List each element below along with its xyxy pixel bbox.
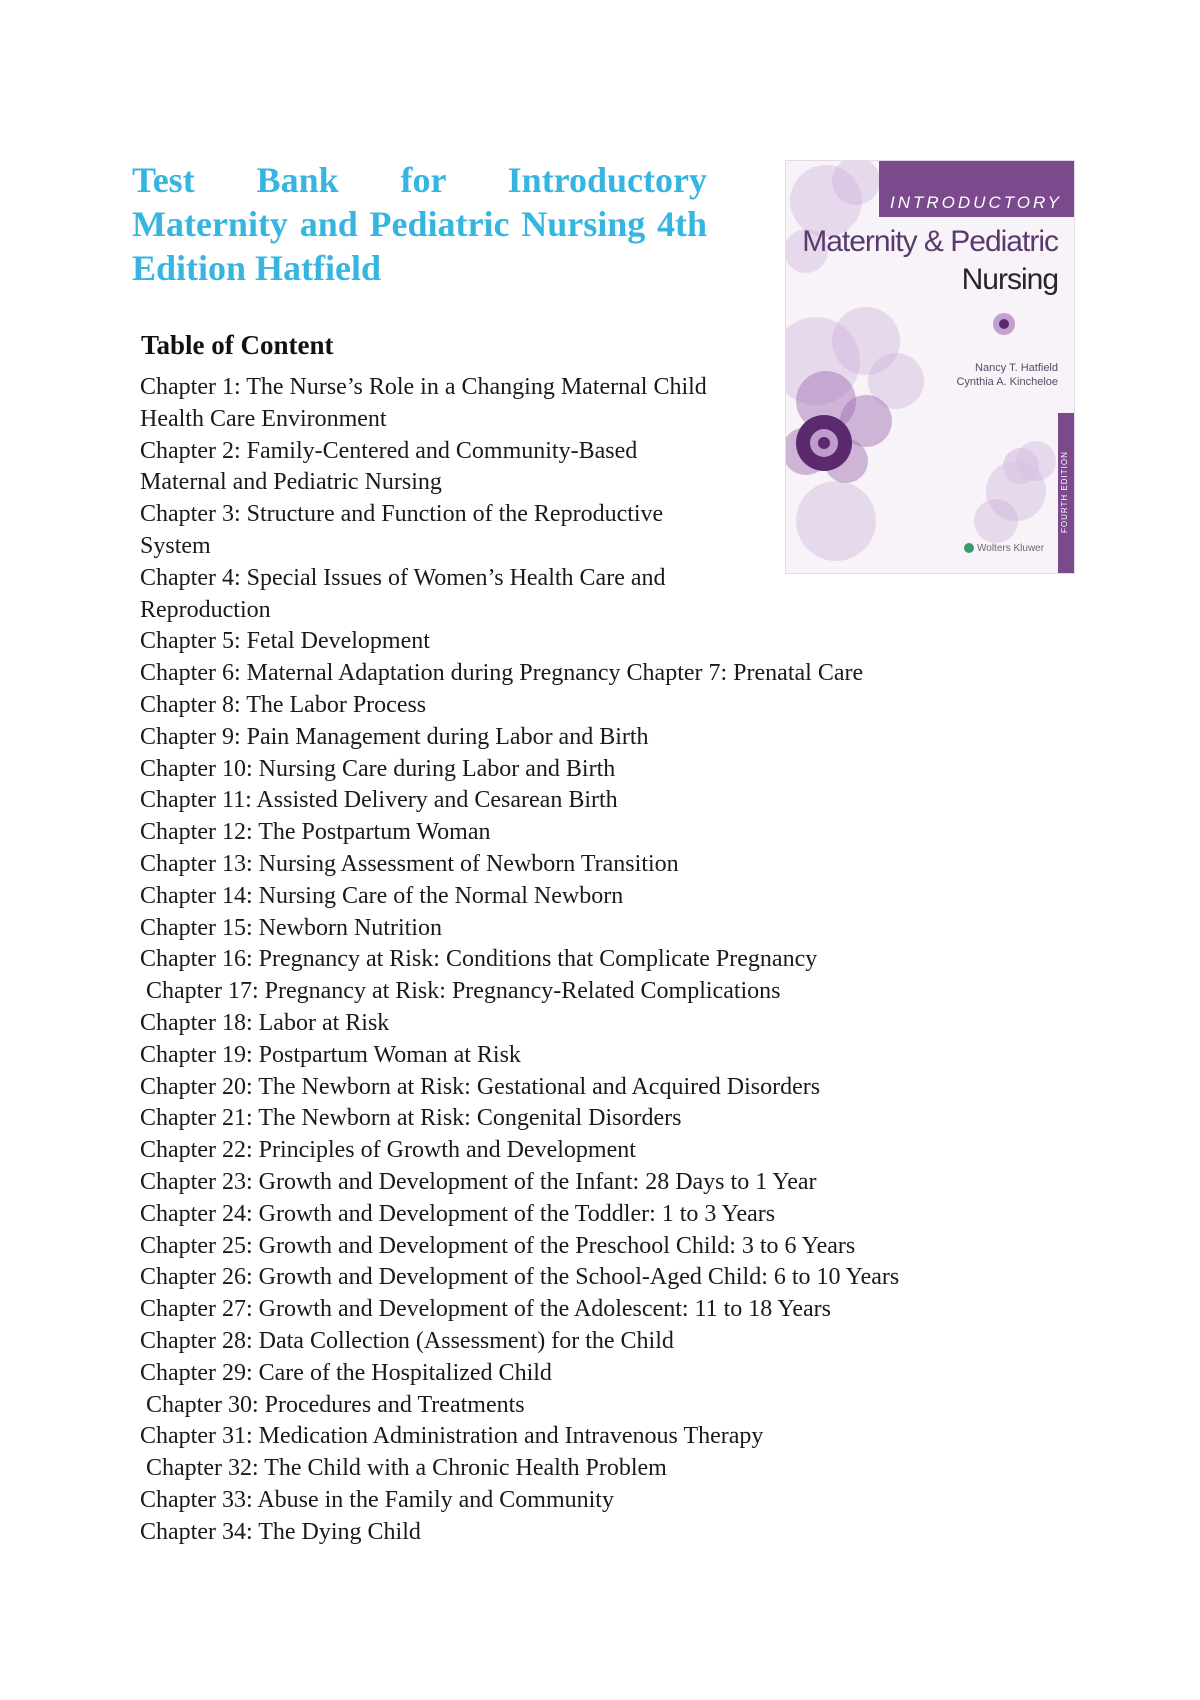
toc-line: Chapter 31: Medication Administration and Intravenous Therapy <box>140 1423 764 1450</box>
toc-line: Chapter 4: Special Issues of Women’s Health Care and <box>140 564 666 591</box>
toc-line: Reproduction <box>140 596 271 623</box>
toc-line: Chapter 20: The Newborn at Risk: Gestational and Acquired Disorders <box>140 1073 821 1100</box>
toc-line: Chapter 5: Fetal Development <box>140 628 430 655</box>
toc-line: Chapter 3: Structure and Function of the Reproductive <box>140 501 664 528</box>
toc-line: Chapter 22: Principles of Growth and Development <box>140 1137 636 1164</box>
toc-line: Chapter 21: The Newborn at Risk: Congenital Disorders <box>140 1105 682 1132</box>
cover-title-sub: Nursing <box>961 263 1058 296</box>
toc-line: Chapter 13: Nursing Assessment of Newborn Transition <box>140 850 679 877</box>
cover-edition-label: FOURTH EDITION <box>1060 451 1069 533</box>
toc-list <box>140 372 1140 1548</box>
toc-line: System <box>140 532 211 559</box>
toc-line: Chapter 33: Abuse in the Family and Community <box>140 1486 614 1513</box>
toc-line: Chapter 28: Data Collection (Assessment) for the Child <box>140 1327 674 1354</box>
toc-line: Chapter 6: Maternal Adaptation during Pregnancy Chapter 7: Prenatal Care <box>140 660 864 687</box>
toc-line: Chapter 17: Pregnancy at Risk: Pregnancy-Related Complications <box>146 978 781 1005</box>
title-line: and Pediatric Nursing 4th Edition <box>132 204 707 288</box>
toc-line: Chapter 1: The Nurse’s Role in a Changing Maternal Child <box>140 374 707 400</box>
toc-line: Chapter 24: Growth and Development of the Toddler: 1 to 3 Years <box>140 1200 776 1227</box>
toc-line: Chapter 16: Pregnancy at Risk: Conditions that Complicate Pregnancy <box>140 946 818 973</box>
toc-line: Chapter 11: Assisted Delivery and Cesarean Birth <box>140 787 618 814</box>
toc-line: Chapter 25: Growth and Development of the Preschool Child: 3 to 6 Years <box>140 1232 856 1259</box>
toc-line: Chapter 29: Care of the Hospitalized Child <box>140 1359 552 1386</box>
toc-line: Maternal and Pediatric Nursing <box>140 469 442 496</box>
toc-line: Chapter 30: Procedures and Treatments <box>146 1391 525 1418</box>
toc-line: Chapter 19: Postpartum Woman at Risk <box>140 1041 521 1068</box>
toc-line: Chapter 18: Labor at Risk <box>140 1009 390 1036</box>
cover-title <box>802 223 1058 299</box>
toc-line: Chapter 34: The Dying Child <box>140 1518 421 1545</box>
toc-heading: Table of Content <box>141 330 334 360</box>
cover-title-band <box>879 161 1075 217</box>
document-title <box>132 158 707 290</box>
toc-line: Health Care Environment <box>140 405 387 432</box>
toc-line: Chapter 10: Nursing Care during Labor and Birth <box>140 755 616 782</box>
cover-author: Cynthia A. Kincheloe <box>956 376 1058 388</box>
toc-line: Chapter 12: The Postpartum Woman <box>140 819 491 846</box>
toc-line: Chapter 2: Family-Centered and Community-Based <box>140 437 638 464</box>
cover-title-main: Maternity & Pediatric <box>802 225 1058 258</box>
toc-line: Chapter 26: Growth and Development of the School-Aged Child: 6 to 10 Years <box>140 1264 900 1291</box>
cover-band-label: INTRODUCTORY <box>890 193 1062 212</box>
title-line: Test Bank for Introductory Maternity <box>132 160 707 244</box>
toc-line: Chapter 27: Growth and Development of the Adolescent: 11 to 18 Years <box>140 1296 831 1323</box>
cover-publisher-name: Wolters Kluwer <box>977 543 1045 554</box>
toc-line: Chapter 23: Growth and Development of the Infant: 28 Days to 1 Year <box>140 1168 817 1195</box>
cover-author: Nancy T. Hatfield <box>975 362 1058 374</box>
toc-line: Chapter 15: Newborn Nutrition <box>140 914 442 941</box>
toc-line: Chapter 8: The Labor Process <box>140 691 427 718</box>
toc-line: Chapter 9: Pain Management during Labor and Birth <box>140 723 649 750</box>
toc-line: Chapter 32: The Child with a Chronic Health Problem <box>146 1455 667 1482</box>
title-line: Hatfield <box>255 248 382 288</box>
toc-line: Chapter 14: Nursing Care of the Normal Newborn <box>140 882 624 909</box>
